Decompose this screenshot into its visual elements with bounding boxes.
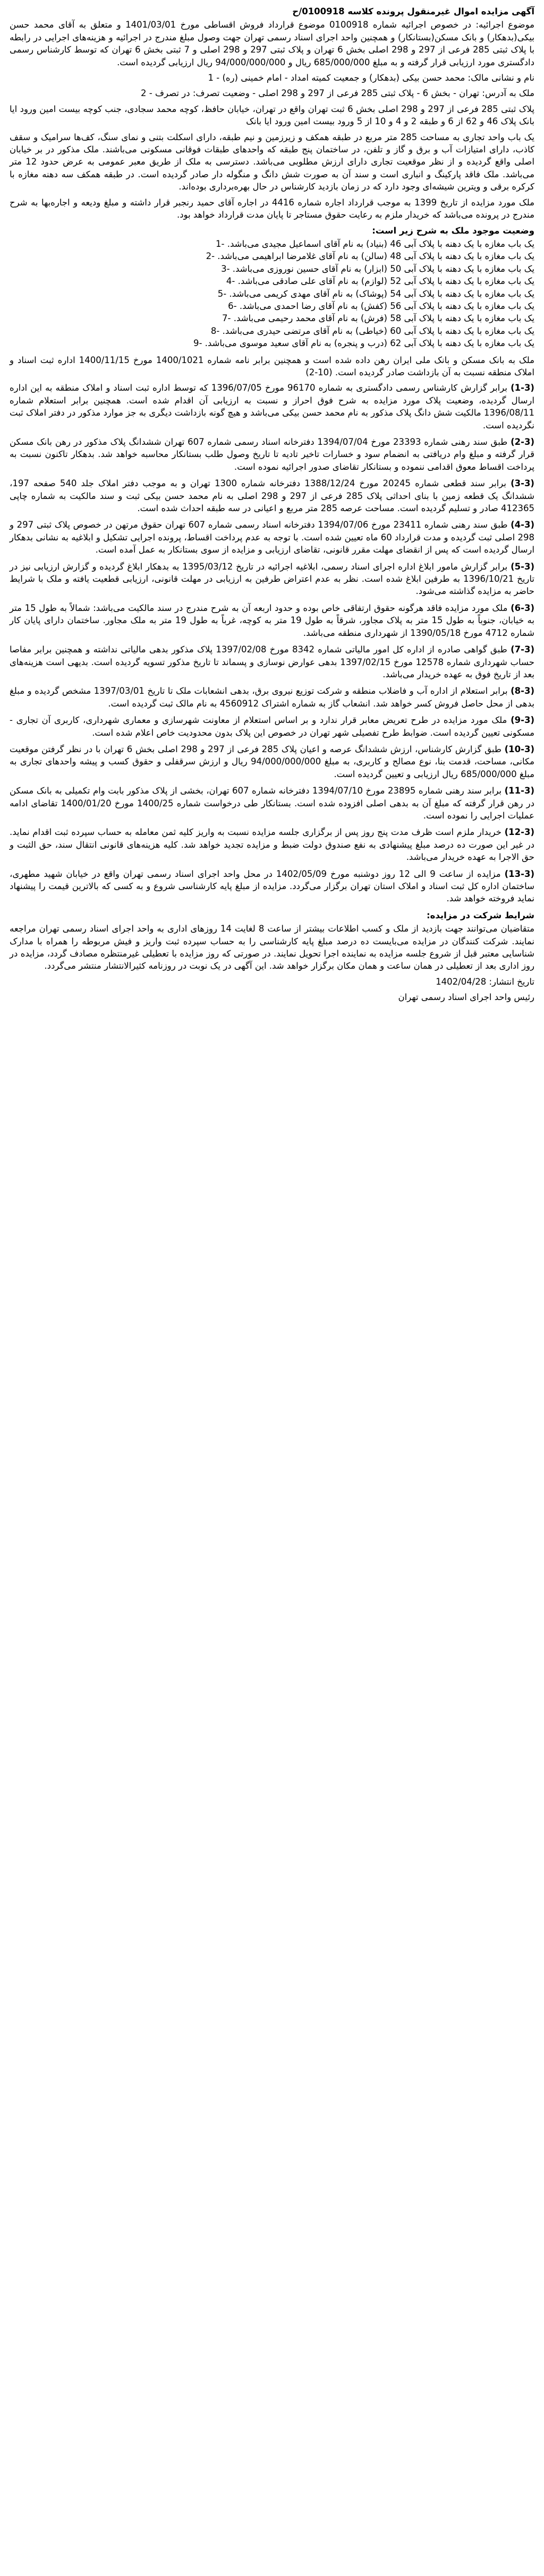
unit-line: یک باب مغازه با یک دهنه با پلاک آبی 60 (خیاطی) به نام آقای مرتضی حیدری می‌باشد. -8	[210, 325, 534, 336]
unit-summary: ملک به بانک مسکن و بانک ملی ایران رهن داده شده است و همچنین برابر نامه شماره 1400/1021 مورخ 1400/11/15 اداره ثبت اسناد و املاک منطقه نسبت به آن بازداشت صادر گردیده است. (10-2)	[10, 355, 534, 377]
item-number: (6-3)	[511, 602, 534, 613]
item-text: برابر گزارش کارشناس رسمی دادگستری به شماره 96170 مورخ 1396/07/05 که توسط اداره ثبت اسناد و املاک منطقه به این اداره ارسال گردیده، وضعیت پلاک مورد مزایده به شرح فوق احراز و نسبت به ارزیابی آن اقدام شده است. همچنین برابر استعلام شماره 1396/08/11 مالکیت شش دانگ پلاک مذکور به نام محمد حسن بیکی می‌باشد و هیچ گونه بازداشت دیگری به جز موارد مذکور در دفتر املاک ثبت نگردیده است.	[10, 383, 534, 430]
numbered-item	[10, 826, 534, 863]
conditions-title: شرایط شرکت در مزایده:	[427, 910, 534, 920]
document-title: آگهی مزایده اموال غیرمنقول پرونده کلاسه 0100918/ح	[292, 6, 534, 16]
item-text: برابر سند قطعی شماره 20245 مورخ 1388/12/24 دفترخانه شماره 1300 تهران و به موجب دفتر املاک جلد 540 صفحه 197، ششدانگ یک قطعه زمین با بنای احداثی پلاک 285 فرعی از 297 و 298 اصلی به نام محمد حسن بیکی ثبت و سند مالکیت به شماره چاپی 412365 صادر و تسلیم گردیده است. مساحت عرصه 285 متر مربع و اعیانی در سه طبقه احداث شده است.	[10, 478, 534, 514]
unit-line: یک باب مغازه با یک دهنه با پلاک آبی 48 (سالن) به نام آقای غلامرضا ابراهیمی می‌باشد. -2	[206, 251, 534, 262]
numbered-item	[10, 743, 534, 780]
numbered-item	[10, 685, 534, 710]
item-number: (11-3)	[504, 786, 534, 796]
item-number: (13-3)	[504, 868, 534, 879]
unit-line: یک باب مغازه با یک دهنه با پلاک آبی 58 (فرش) به نام آقای محمد رحیمی می‌باشد. -7	[222, 313, 534, 324]
item-text: ملک مورد مزایده در طرح تعریض معابر قرار ندارد و بر اساس استعلام از معاونت شهرسازی و معماری شهرداری، کاربری آن تجاری - مسکونی تعیین گردیده است. ضوابط طرح تفصیلی شهر تهران در خصوص این پلاک بدون محدودیت خاص اعلام شده است.	[10, 715, 534, 738]
unit-list	[10, 238, 534, 350]
item-text: طبق گزارش کارشناس، ارزش ششدانگ عرصه و اعیان پلاک 285 فرعی از 297 و 298 اصلی بخش 6 تهران با در نظر گرفتن موقعیت مکانی، مساحت، قدمت بنا، نوع مصالح و کاربری، به مبلغ 94/000/000/000 ریال و ارزش سرقفلی و حقوق کسب و پیشه واحدهای تجاری به مبلغ 685/000/000 ریال ارزیابی و تعیین گردیده است.	[10, 744, 534, 779]
section-title: وضعیت موجود ملک به شرح زیر است:	[372, 225, 534, 236]
numbered-item	[10, 436, 534, 473]
item-number: (2-3)	[511, 437, 534, 447]
item-number: (1-3)	[511, 383, 534, 393]
item-text: طبق سند رهنی شماره 23411 مورخ 1394/07/06 دفترخانه اسناد رسمی شماره 607 تهران حقوق مرتهن در خصوص پلاک ثبتی 297 و 298 اصلی ثبت گردیده و مدت قرارداد 60 ماه تعیین شده است. با توجه به عدم پرداخت اقساط، پرونده اجرایی تشکیل و ابلاغیه به نشانی بدهکار ارسال گردیده است که پس از انقضای مهلت مقرر قانونی، تقاضای ارزیابی و مزایده از سوی بستانکار به عمل آمده است.	[10, 520, 534, 555]
description-line: ملک به آدرس: تهران - بخش 6 - پلاک ثبتی 285 فرعی از 297 و 298 اصلی - وضعیت تصرف: در تصرف - 2	[140, 88, 534, 99]
spacer	[10, 350, 534, 354]
item-text: برابر سند رهنی شماره 23895 مورخ 1394/07/10 دفترخانه شماره 607 تهران، بخشی از پلاک مذکور بابت وام تکمیلی به بانک مسکن در رهن قرار گرفته که مبلغ آن به بدهی اصلی افزوده شده است. بستانکار طی درخواست شماره 1400/25 مورخ 1400/01/20 تقاضای ادامه عملیات اجرایی را نموده است.	[10, 786, 534, 821]
numbered-item	[10, 714, 534, 739]
numbered-item	[10, 785, 534, 822]
item-text: طبق گواهی صادره از اداره کل امور مالیاتی شماره 8342 مورخ 1397/02/08 پلاک مذکور بدهی مالیاتی نداشته و همچنین برابر مفاصا حساب شهرداری شماره 12578 مورخ 1397/02/15 بدهی عوارض نوسازی و پسماند تا تاریخ مذکور تسویه گردیده است. بدیهی است هزینه‌های بعد از تاریخ فوق به عهده خریدار می‌باشد.	[10, 644, 534, 679]
numbered-item	[10, 382, 534, 432]
numbered-item	[10, 643, 534, 680]
item-text: مزایده از ساعت 9 الی 12 روز دوشنبه مورخ 1402/05/09 در محل واحد اجرای اسناد رسمی تهران واقع در خیابان شهید مطهری، ساختمان اداره کل ثبت اسناد و املاک استان تهران برگزار می‌گردد. مزایده از مبلغ پایه کارشناسی شروع و به کسی که بالاترین قیمت را پیشنهاد نماید فروخته خواهد شد.	[10, 868, 534, 904]
unit-line: یک باب مغازه با یک دهنه با پلاک آبی 54 (پوشاک) به نام آقای مهدی کریمی می‌باشد. -5	[217, 288, 534, 299]
unit-line: یک باب مغازه با یک دهنه با پلاک آبی 62 (درب و پنجره) به نام آقای سعید موسوی می‌باشد. -9	[193, 338, 534, 349]
item-number: (10-3)	[504, 744, 534, 754]
unit-line: یک باب مغازه با یک دهنه با پلاک آبی 46 (بنیاد) به نام آقای اسماعیل مجیدی می‌باشد. -1	[216, 238, 534, 249]
rent-paragraph: ملک مورد مزایده از تاریخ 1399 به موجب قرارداد اجاره شماره 4416 در اجاره آقای حمید رنجبر قرار داشته و مبلغ ودیعه و اجاره‌بها به شرح مندرج در پرونده می‌باشد که خریدار ملزم به رعایت حقوق مستاجر تا پایان مدت قرارداد خواهد بود.	[10, 197, 534, 220]
signature-line: رئیس واحد اجرای اسناد رسمی تهران	[398, 992, 534, 1003]
item-number: (4-3)	[511, 520, 535, 530]
numbered-item	[10, 561, 534, 598]
item-number: (7-3)	[511, 644, 534, 655]
item-text: برابر استعلام از اداره آب و فاضلاب منطقه و شرکت توزیع نیروی برق، بدهی انشعابات ملک تا تاریخ 1397/03/01 مشخص گردیده و مبلغ بدهی از محل حاصل فروش کسر خواهد شد. انشعاب گاز به شماره اشتراک 4560912 به نام مالک ثبت گردیده است.	[10, 686, 534, 709]
item-text: خریدار ملزم است ظرف مدت پنج روز پس از برگزاری جلسه مزایده نسبت به واریز کلیه ثمن معامله به حساب سپرده ثبت اقدام نماید. در غیر این صورت ده درصد مبلغ پیشنهادی به نفع صندوق دولت ضبط و مزایده تجدید خواهد شد. کلیه هزینه‌های قانونی انتقال سند، حق الثبت و حق الاجرا به عهده خریدار می‌باشد.	[10, 827, 534, 863]
item-text: طبق سند رهنی شماره 23393 مورخ 1394/07/04 دفترخانه اسناد رسمی شماره 607 تهران ششدانگ پلاک مذکور در رهن بانک مسکن قرار گرفته و مبلغ وام دریافتی به انضمام سود و خسارات تاخیر تادیه تا تاریخ وصول طلب بستانکار محاسبه خواهد شد. بدهکار تاکنون نسبت به پرداخت اقساط معوق اقدامی ننموده و بستانکار تقاضای صدور اجرائیه نموده است.	[10, 437, 534, 472]
numbered-item	[10, 519, 534, 556]
item-number: (3-3)	[511, 478, 534, 489]
numbered-item	[10, 477, 534, 514]
item-number: (5-3)	[511, 561, 534, 572]
unit-line: یک باب مغازه با یک دهنه با پلاک آبی 56 (کفش) به نام آقای رضا احمدی می‌باشد. -6	[228, 300, 534, 311]
conditions-paragraph: متقاضیان می‌توانند جهت بازدید از ملک و کسب اطلاعات بیشتر از ساعت 8 لغایت 14 روزهای اداری به واحد اجرای اسناد رسمی تهران مراجعه نمایند. شرکت کنندگان در مزایده می‌بایست ده درصد مبلغ پایه کارشناسی را به حساب سپرده ثبت واریز و فیش مربوطه را همراه با مدارک شناسایی معتبر قبل از شروع جلسه مزایده به نماینده اجرا تحویل نمایند. در صورتی که روز مزایده با تعطیلی غیرمنتظره مصادف گردد، مزایده در روز اداری بعد از تعطیلی در همان ساعت و همان مکان برگزار خواهد شد. این آگهی در یک نوبت در روزنامه کثیرالانتشار منتشر می‌گردد.	[10, 924, 534, 971]
item-text: ملک مورد مزایده فاقد هرگونه حقوق ارتفاقی خاص بوده و حدود اربعه آن به شرح مندرج در سند مالکیت می‌باشد: شمالاً به طول 15 متر به خیابان، جنوباً به طول 15 متر به پلاک مجاور، شرقاً به طول 19 متر به کوچه، غرباً به طول 19 متر به ملک مجاور. ساختمان دارای پایان کار شماره 4712 مورخ 1390/05/18 از شهرداری منطقه می‌باشد.	[10, 602, 534, 638]
owner-line: نام و نشانی مالک: محمد حسن بیکی (بدهکار) و جمعیت کمیته امداد - امام خمینی (ره) - 1	[208, 73, 534, 83]
numbered-item	[10, 868, 534, 905]
intro-paragraph: موضوع اجرائیه: در خصوص اجرائیه شماره 0100918 موضوع قرارداد فروش اقساطی مورخ 1401/03/01 و متعلق به آقای محمد حسن بیکی(بدهکار) و بانک مسکن(بستانکار) و همچنین واحد اجرای اسناد رسمی تهران جهت وصول مبلغ مندرج در اجرائیه و هزینه‌های اجرایی در رابطه با پلاک ثبتی 285 فرعی از 297 و 298 اصلی بخش 6 تهران و پلاک ثبتی 297 و 298 اصلی و 7 ثبتی بخش 6 تهران که توسط کارشناس رسمی دادگستری مورد ارزیابی قرار گرفته و به مبلغ 685/000/000 ریال و 94/000/000/000 ریال ارزیابی گردیده است.	[10, 20, 534, 67]
unit-line: یک باب مغازه با یک دهنه با پلاک آبی 52 (لوازم) به نام آقای علی صادقی می‌باشد. -4	[226, 276, 534, 287]
numbered-items	[10, 382, 534, 904]
features-paragraph: یک باب واحد تجاری به مساحت 285 متر مربع در طبقه همکف و زیرزمین و نیم طبقه، دارای اسکلت بتنی و نمای سنگ، کف‌ها سرامیک و سقف کاذب، دارای امتیازات آب و برق و گاز و تلفن، در ساختمان پنج طبقه که واحدهای طبقات فوقانی مسکونی می‌باشند. ملک مذکور در بر خیابان اصلی واقع گردیده و از نظر موقعیت تجاری دارای ارزش مطلوبی می‌باشد. دسترسی به ملک از طریق معبر عمومی به عرض حدود 12 متر می‌باشد. ملک فاقد پارکینگ و انباری است و سند آن به صورت شش دانگ و منگوله دار صادر گردیده است. در طبقه همکف سه دهنه مغازه با کرکره برقی و ویترین شیشه‌ای وجود دارد که در زمان بازدید کارشناس در حال بهره‌برداری بوده‌اند.	[10, 132, 534, 192]
item-number: (8-3)	[511, 686, 535, 696]
publish-date: تاریخ انتشار: 1402/04/28	[436, 976, 534, 987]
location-paragraph: پلاک ثبتی 285 فرعی از 297 و 298 اصلی بخش 6 ثبت تهران واقع در تهران، خیابان حافظ، کوچه محمد سجادی، جنب کوچه بیست امین ورود ایا بانک پلاک 46 و 62 از 6 و طبقه 2 و 4 و 10 از 5 ورود بیست امین ورود ایا بانک	[10, 104, 534, 127]
unit-line: یک باب مغازه با یک دهنه با پلاک آبی 50 (ابزار) به نام آقای حسین نوروزی می‌باشد. -3	[221, 263, 534, 274]
item-number: (9-3)	[511, 715, 534, 726]
numbered-item	[10, 602, 534, 639]
item-number: (12-3)	[504, 827, 534, 838]
item-text: برابر گزارش مامور ابلاغ اداره اجرای اسناد رسمی، ابلاغیه اجرائیه در تاریخ 1395/03/12 به بدهکار ابلاغ گردیده و گزارش ارزیابی نیز در تاریخ 1396/10/21 به طرفین ابلاغ شده است. نظر به عدم اعتراض طرفین به ارزیابی در مهلت قانونی، ارزیابی قطعیت یافته و ملک با شرایط حاضر به مزایده گذاشته می‌شود.	[10, 561, 535, 597]
